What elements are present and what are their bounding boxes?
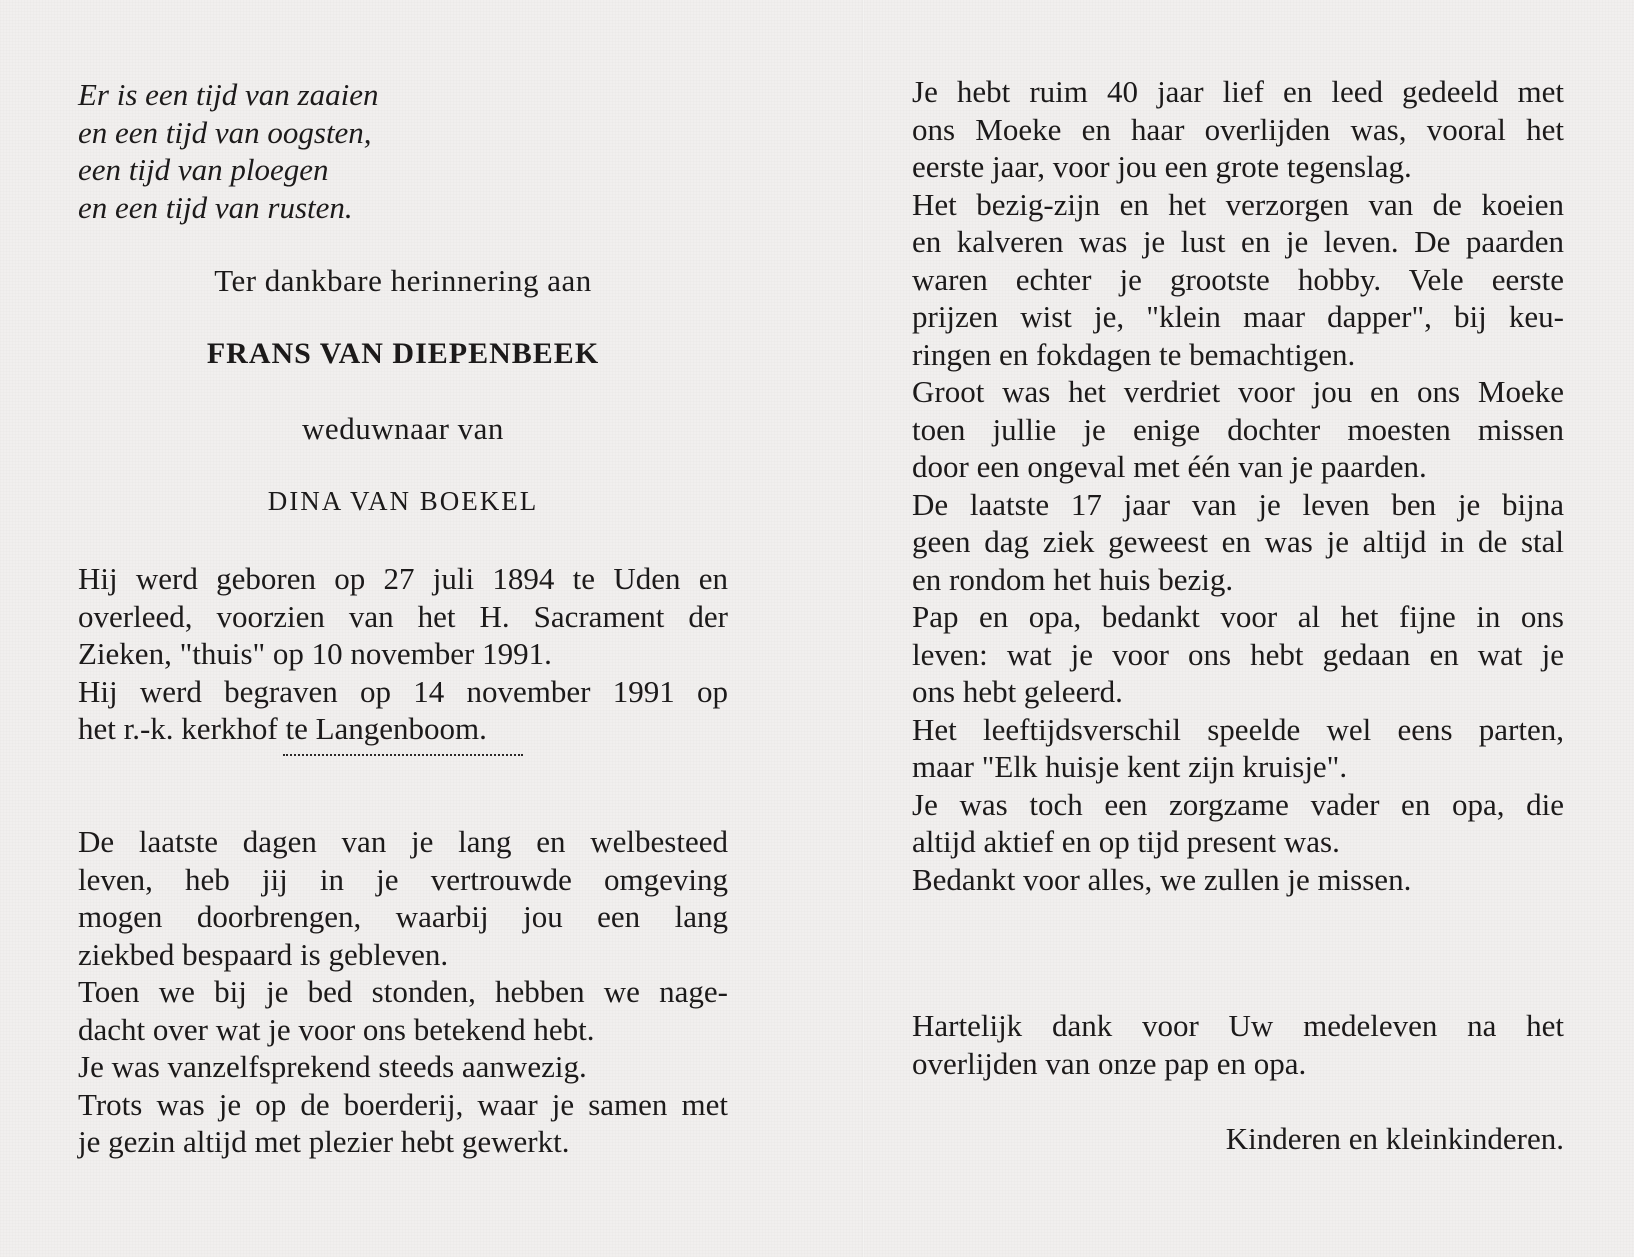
- text-line: Pap en opa, bedankt voor al het fijne in ons: [912, 599, 1564, 634]
- birth-death-paragraph: [78, 560, 728, 748]
- text-line: ziekbed bespaard is gebleven.: [78, 936, 449, 972]
- text-line: Bedankt voor alles, we zullen je missen.: [912, 861, 1412, 897]
- tribute-paragraph-right: [912, 73, 1564, 898]
- text-line: overlijden van onze pap en opa.: [912, 1045, 1307, 1081]
- text-line: Zieken, "thuis" op 10 november 1991.: [78, 636, 552, 671]
- text-line: Hij werd begraven op 14 november 1991 op: [78, 673, 728, 709]
- card-fold: [862, 0, 864, 1257]
- poem-line: een tijd van ploegen: [78, 152, 329, 187]
- text-line: Je was vanzelfsprekend steeds aanwezig.: [78, 1049, 587, 1084]
- spouse-name: DINA VAN BOEKEL: [267, 486, 539, 516]
- text-line: altijd aktief en op tijd present was.: [912, 824, 1340, 859]
- text-line: dacht over wat je voor ons betekend hebt.: [78, 1011, 595, 1047]
- poem-line: en een tijd van rusten.: [78, 189, 353, 225]
- text-line: waren echter je grootste hobby. Vele eerste: [912, 261, 1564, 297]
- text-line: het r.-k. kerkhof te Langenboom.: [78, 711, 487, 746]
- text-line: leven: wat je voor ons hebt gedaan en wat je: [912, 636, 1564, 672]
- text-line: ringen en fokdagen te bemachtigen.: [912, 336, 1356, 372]
- text-line: prijzen wist je, "klein maar dapper", bij keu-: [912, 299, 1564, 334]
- text-line: en kalveren was je lust en je leven. De paarden: [912, 224, 1564, 259]
- dotted-separator: [283, 754, 523, 756]
- widower-of-text: weduwnaar van: [302, 411, 504, 446]
- text-line: Toen we bij je bed stonden, hebben we nage-: [78, 974, 728, 1009]
- text-line: door een ongeval met één van je paarden.: [912, 449, 1427, 484]
- text-line: De laatste 17 jaar van je leven ben je bijna: [912, 486, 1564, 522]
- signature: Kinderen en kleinkinderen.: [1225, 1121, 1564, 1156]
- text-line: ons Moeke en haar overlijden was, vooral het: [912, 111, 1564, 147]
- text-line: mogen doorbrengen, waarbij jou een lang: [78, 899, 728, 934]
- thanks-paragraph: [912, 1007, 1564, 1082]
- text-line: en rondom het huis bezig.: [912, 561, 1234, 597]
- text-line: je gezin altijd met plezier hebt gewerkt.: [78, 1124, 570, 1159]
- deceased-name: FRANS VAN DIEPENBEEK: [206, 337, 600, 370]
- text-line: Groot was het verdriet voor jou en ons Moeke: [912, 374, 1564, 409]
- poem-line: en een tijd van oogsten,: [78, 114, 372, 150]
- poem-line: Er is een tijd van zaaien: [78, 77, 379, 112]
- text-line: overleed, voorzien van het H. Sacrament der: [78, 598, 728, 634]
- text-line: maar "Elk huisje kent zijn kruisje".: [912, 749, 1348, 784]
- poem: [78, 76, 378, 226]
- text-line: toen jullie je enige dochter moesten missen: [912, 411, 1564, 447]
- intro-text: Ter dankbare herinnering aan: [214, 263, 592, 298]
- text-line: leven, heb jij in je vertrouwde omgeving: [78, 861, 728, 897]
- text-line: Je was toch een zorgzame vader en opa, die: [912, 786, 1564, 822]
- text-line: Hartelijk dank voor Uw medeleven na het: [912, 1008, 1564, 1043]
- text-line: De laatste dagen van je lang en welbesteed: [78, 824, 728, 859]
- text-line: Trots was je op de boerderij, waar je samen met: [78, 1086, 728, 1122]
- text-line: Hij werd geboren op 27 juli 1894 te Uden en: [78, 561, 728, 596]
- text-line: eerste jaar, voor jou een grote tegenslag.: [912, 149, 1412, 184]
- text-line: geen dag ziek geweest en was je altijd in de stal: [912, 524, 1564, 559]
- tribute-paragraph-left: [78, 823, 728, 1161]
- text-line: ons hebt geleerd.: [912, 674, 1123, 709]
- text-line: Het leeftijdsverschil speelde wel eens parten,: [912, 711, 1564, 747]
- text-line: Het bezig-zijn en het verzorgen van de koeien: [912, 186, 1564, 222]
- text-line: Je hebt ruim 40 jaar lief en leed gedeeld met: [912, 74, 1564, 109]
